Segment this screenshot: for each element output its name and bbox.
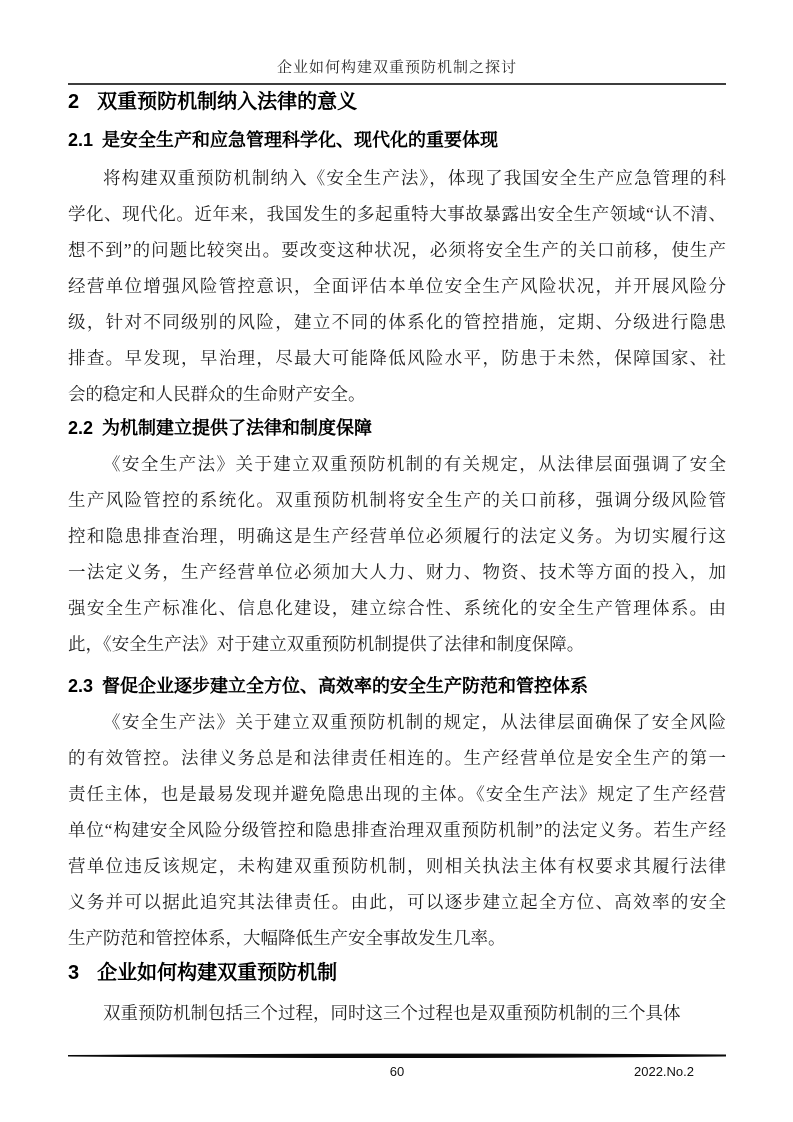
subsection-2-2-number: 2.2 [68, 418, 94, 438]
section-3-number: 3 [68, 962, 80, 984]
running-header [68, 58, 726, 85]
paragraph-line: 此，《安全生产法》对于建立双重预防机制提供了法律和制度保障。 [68, 634, 585, 654]
paragraph-line: 想不到”的问题比较突出。要改变这种状况，必须将安全生产的关口前移，使生产 [68, 240, 726, 260]
section-2-title: 双重预防机制纳入法律的意义 [97, 91, 358, 113]
subsection-2-1-heading [68, 128, 726, 152]
paragraph-line: 的有效管控。法律义务总是和法律责任相连的。生产经营单位是安全生产的第一 [68, 748, 726, 768]
paragraph-line: 强安全生产标准化、信息化建设，建立综合性、系统化的安全生产管理体系。由 [68, 598, 726, 618]
issue-label: 2022.No.2 [634, 1064, 694, 1079]
paragraph-line: 《安全生产法》关于建立双重预防机制的有关规定，从法律层面强调了安全 [103, 454, 726, 474]
paragraph-line: 排查。早发现，早治理，尽最大可能降低风险水平，防患于未然，保障国家、社 [68, 348, 726, 368]
page-footer [68, 1052, 726, 1082]
page-number: 60 [389, 1064, 405, 1079]
paragraph-line: 责任主体，也是最易发现并避免隐患出现的主体。《安全生产法》规定了生产经营 [68, 784, 726, 804]
subsection-2-1-title: 是安全生产和应急管理科学化、现代化的重要体现 [102, 130, 499, 150]
paragraph-3 [68, 995, 726, 1031]
paragraph-2-3 [68, 704, 726, 956]
footer-rule [68, 1052, 726, 1060]
paragraph-line: 将构建双重预防机制纳入《安全生产法》，体现了我国安全生产应急管理的科 [103, 168, 726, 188]
paragraph-line: 双重预防机制包括三个过程，同时这三个过程也是双重预防机制的三个具体 [103, 1003, 681, 1023]
section-3-title: 企业如何构建双重预防机制 [97, 962, 338, 984]
paragraph-line: 学化、现代化。近年来，我国发生的多起重特大事故暴露出安全生产领域“认不清、 [68, 204, 726, 224]
paragraph-line: 会的稳定和人民群众的生命财产安全。 [68, 384, 366, 404]
section-3-heading [68, 961, 726, 985]
subsection-2-1-number: 2.1 [68, 130, 94, 150]
paragraph-2-2 [68, 446, 726, 662]
subsection-2-3-number: 2.3 [68, 676, 94, 696]
paragraph-line: 一法定义务，生产经营单位必须加大人力、财力、物资、技术等方面的投入，加 [68, 562, 726, 582]
paragraph-line: 营单位违反该规定，未构建双重预防机制，则相关执法主体有权要求其履行法律 [68, 856, 726, 876]
subsection-2-2-title: 为机制建立提供了法律和制度保障 [102, 418, 373, 438]
section-2-number: 2 [68, 91, 80, 113]
paragraph-line: 生产防范和管控体系，大幅降低生产安全事故发生几率。 [68, 928, 506, 948]
paragraph-line: 单位“构建安全风险分级管控和隐患排查治理双重预防机制”的法定义务。若生产经 [68, 820, 726, 840]
subsection-2-2-heading [68, 416, 726, 440]
footer-row [68, 1062, 726, 1082]
subsection-2-3-heading [68, 674, 726, 698]
paragraph-line: 生产风险管控的系统化。双重预防机制将安全生产的关口前移，强调分级风险管 [68, 490, 726, 510]
paragraph-2-1 [68, 160, 726, 412]
paragraph-line: 级，针对不同级别的风险，建立不同的体系化的管控措施，定期、分级进行隐患 [68, 312, 726, 332]
paragraph-line: 经营单位增强风险管控意识，全面评估本单位安全生产风险状况，并开展风险分 [68, 276, 726, 296]
document-body [68, 90, 726, 1031]
paragraph-line: 义务并可以据此追究其法律责任。由此，可以逐步建立起全方位、高效率的安全 [68, 892, 726, 912]
paragraph-line: 《安全生产法》关于建立双重预防机制的规定，从法律层面确保了安全风险 [103, 712, 726, 732]
running-header-title: 企业如何构建双重预防机制之探讨 [276, 60, 517, 76]
paragraph-line: 控和隐患排查治理，明确这是生产经营单位必须履行的法定义务。为切实履行这 [68, 526, 726, 546]
subsection-2-3-title: 督促企业逐步建立全方位、高效率的安全生产防范和管控体系 [102, 676, 589, 696]
section-2-heading [68, 90, 726, 114]
